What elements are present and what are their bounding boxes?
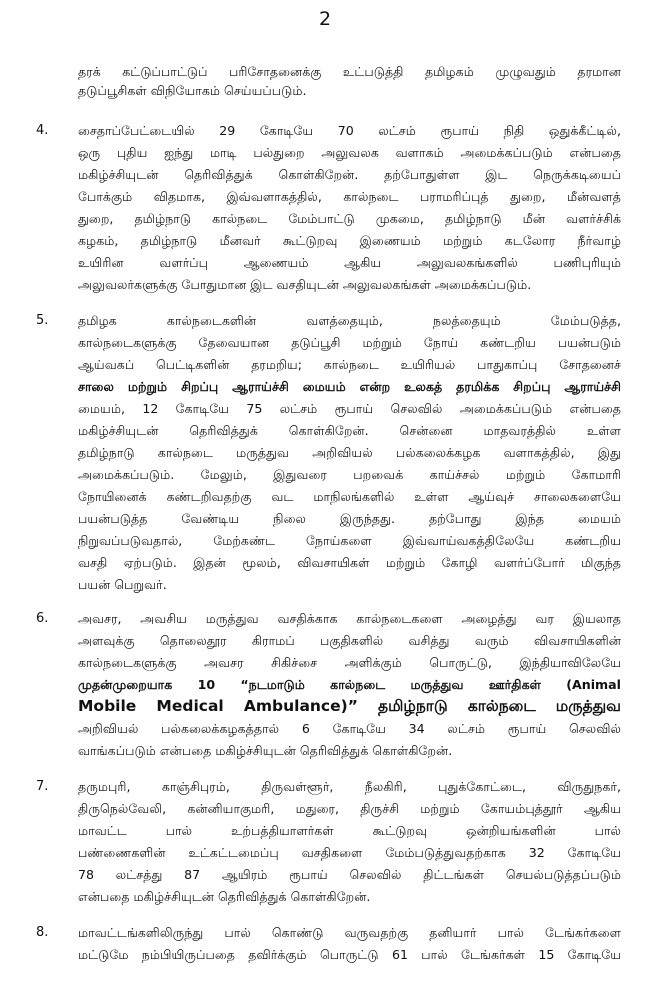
item-number: 6. (36, 611, 49, 626)
paragraph-line: என்பதை மகிழ்ச்சியுடன் தெரிவித்துக் கொள்கிறேன். (78, 889, 371, 904)
paragraph-line: மாவட்ட பால் உற்பத்தியாளர்கள் கூட்டுறவு ஒன்றியங்களின் பால் (78, 823, 621, 838)
paragraph-line: ஆய்வகப் பெட்டிகளின் தரமறிய; கால்நடை உயிரியல் பாதுகாப்பு சோதனைச் (78, 357, 621, 372)
paragraph-line: அறிவியல் பல்கலைக்கழகத்தால் 6 கோடியே 34 லட்சம் ரூபாய் செலவில் (78, 721, 621, 736)
item-number: 4. (36, 123, 49, 138)
paragraph-line-emphasis: சாலை மற்றும் சிறப்பு ஆராய்ச்சி மையம் என்ற உலகத் தரமிக்க சிறப்பு ஆராய்ச்சி (78, 379, 621, 394)
paragraph-line: ஒரு புதிய ஐந்து மாடி பல்துறை அலுவலக வளாகம் அமைக்கப்படும் என்பதை (78, 145, 621, 160)
paragraph-line: தருமபுரி, காஞ்சிபுரம், திருவள்ளூர், நீலகிரி, புதுக்கோட்டை, விருதுநகர், (78, 779, 621, 794)
paragraph-line: உயிரின வளர்ப்பு ஆணையம் ஆகிய அலுவலகங்களில் பணிபுரியும் (78, 255, 621, 270)
paragraph-line: நோயினைக் கண்டறிவதற்கு வட மாநிலங்களில் உள்ள ஆய்வுச் சாலைகளையே (78, 489, 621, 504)
page-number: 2 (318, 8, 332, 30)
paragraph-line: மட்டுமே நம்பியிருப்பதை தவிர்க்கும் பொருட்டு 61 பால் டேங்கர்கள் 15 கோடியே (78, 947, 621, 962)
paragraph-line: தடுப்பூசிகள் விநியோகம் செய்யப்படும். (78, 83, 307, 98)
paragraph-line: தமிழ்நாடு கால்நடை மருத்துவ அறிவியல் பல்கலைக்கழக வளாகத்தில், இது (78, 445, 621, 460)
paragraph-line: மாவட்டங்களிலிருந்து பால் கொண்டு வருவதற்கு தனியார் பால் டேங்கர்களை (78, 925, 621, 940)
paragraph-line: மகிழ்ச்சியுடன் தெரிவித்துக் கொள்கிறேன். தற்போதுள்ள இட நெருக்கடியைப் (78, 167, 621, 182)
paragraph-line: அலுவலர்களுக்கு போதுமான இட வசதியுடன் அலுவலகங்கள் அமைக்கப்படும். (78, 277, 532, 292)
paragraph-line: வாங்கப்படும் என்பதை மகிழ்ச்சியுடன் தெரிவித்துக் கொள்கிறேன். (78, 743, 453, 758)
paragraph-line: அமைக்கப்படும். மேலும், இதுவரை பறவைக் காய்ச்சல் மற்றும் கோமாரி (78, 467, 621, 482)
paragraph-line: சைதாப்பேட்டையில் 29 கோடியே 70 லட்சம் ரூபாய் நிதி ஒதுக்கீட்டில், (78, 123, 621, 138)
paragraph-line: திருநெல்வேலி, கன்னியாகுமரி, மதுரை, திருச்சி மற்றும் கோயம்புத்தூர் ஆகிய (78, 801, 621, 816)
paragraph-line: நிறுவப்படுவதால், மேற்கண்ட நோய்களை இவ்வாய்வகத்திலேயே கண்டறிய (78, 533, 621, 548)
paragraph-line: பண்ணைகளின் உட்கட்டமைப்பு வசதிகளை மேம்படுத்துவதற்காக 32 கோடியே (78, 845, 621, 860)
paragraph-line: கழகம், தமிழ்நாடு மீனவர் கூட்டுறவு இணையம் மற்றும் கடலோர நீர்வாழ் (78, 233, 621, 248)
paragraph-line: மையம், 12 கோடியே 75 லட்சம் ரூபாய் செலவில் அமைக்கப்படும் என்பதை (78, 401, 621, 416)
paragraph-line: அளவுக்கு தொலைதூர கிராமப் பகுதிகளில் வசித்து வரும் விவசாயிகளின் (78, 633, 621, 648)
paragraph-line: கால்நடைகளுக்கு அவசர சிகிச்சை அளிக்கும் பொருட்டு, இந்தியாவிலேயே (78, 655, 621, 670)
paragraph-line: கால்நடைகளுக்கு தேவையான தடுப்பூசி மற்றும் நோய் கண்டறிய பயன்படும் (78, 335, 621, 350)
paragraph-line: பயன்படுத்த வேண்டிய நிலை இருந்தது. தற்போது இந்த மையம் (78, 511, 621, 526)
item-number: 7. (36, 779, 49, 794)
paragraph-line-emphasis: Mobile Medical Ambulance)” தமிழ்நாடு கால்நடை மருத்துவ (78, 697, 621, 715)
item-number: 8. (36, 925, 49, 940)
paragraph-line: பயன் பெறுவர். (78, 577, 167, 592)
paragraph-line: வசதி ஏற்படும். இதன் மூலம், விவசாயிகள் மற்றும் கோழி வளர்ப்போர் மிகுந்த (78, 555, 621, 570)
paragraph-line: மகிழ்ச்சியுடன் தெரிவித்துக் கொள்கிறேன். சென்னை மாதவரத்தில் உள்ள (78, 423, 621, 438)
paragraph-line: 78 லட்சத்து 87 ஆயிரம் ரூபாய் செலவில் திட்டங்கள் செயல்படுத்தப்படும் (78, 867, 621, 882)
paragraph-line: தமிழக கால்நடைகளின் வளத்தையும், நலத்தையும் மேம்படுத்த, (78, 313, 621, 328)
paragraph-line: போக்கும் விதமாக, இவ்வளாகத்தில், கால்நடை பராமரிப்புத் துறை, மீன்வளத் (78, 189, 621, 204)
paragraph-line-emphasis: முதன்முறையாக 10 “நடமாடும் கால்நடை மருத்துவ ஊர்திகள் (Animal (78, 677, 621, 692)
paragraph-line: அவசர, அவசிய மருத்துவ வசதிக்காக கால்நடைகளை அழைத்து வர இயலாத (78, 611, 621, 626)
item-number: 5. (36, 313, 49, 328)
paragraph-line: துறை, தமிழ்நாடு கால்நடை மேம்பாட்டு முகமை, தமிழ்நாடு மீன் வளர்ச்சிக் (78, 211, 621, 226)
paragraph-line: தரக் கட்டுப்பாட்டுப் பரிசோதனைக்கு உட்படுத்தி தமிழகம் முழுவதும் தரமான (78, 64, 621, 79)
